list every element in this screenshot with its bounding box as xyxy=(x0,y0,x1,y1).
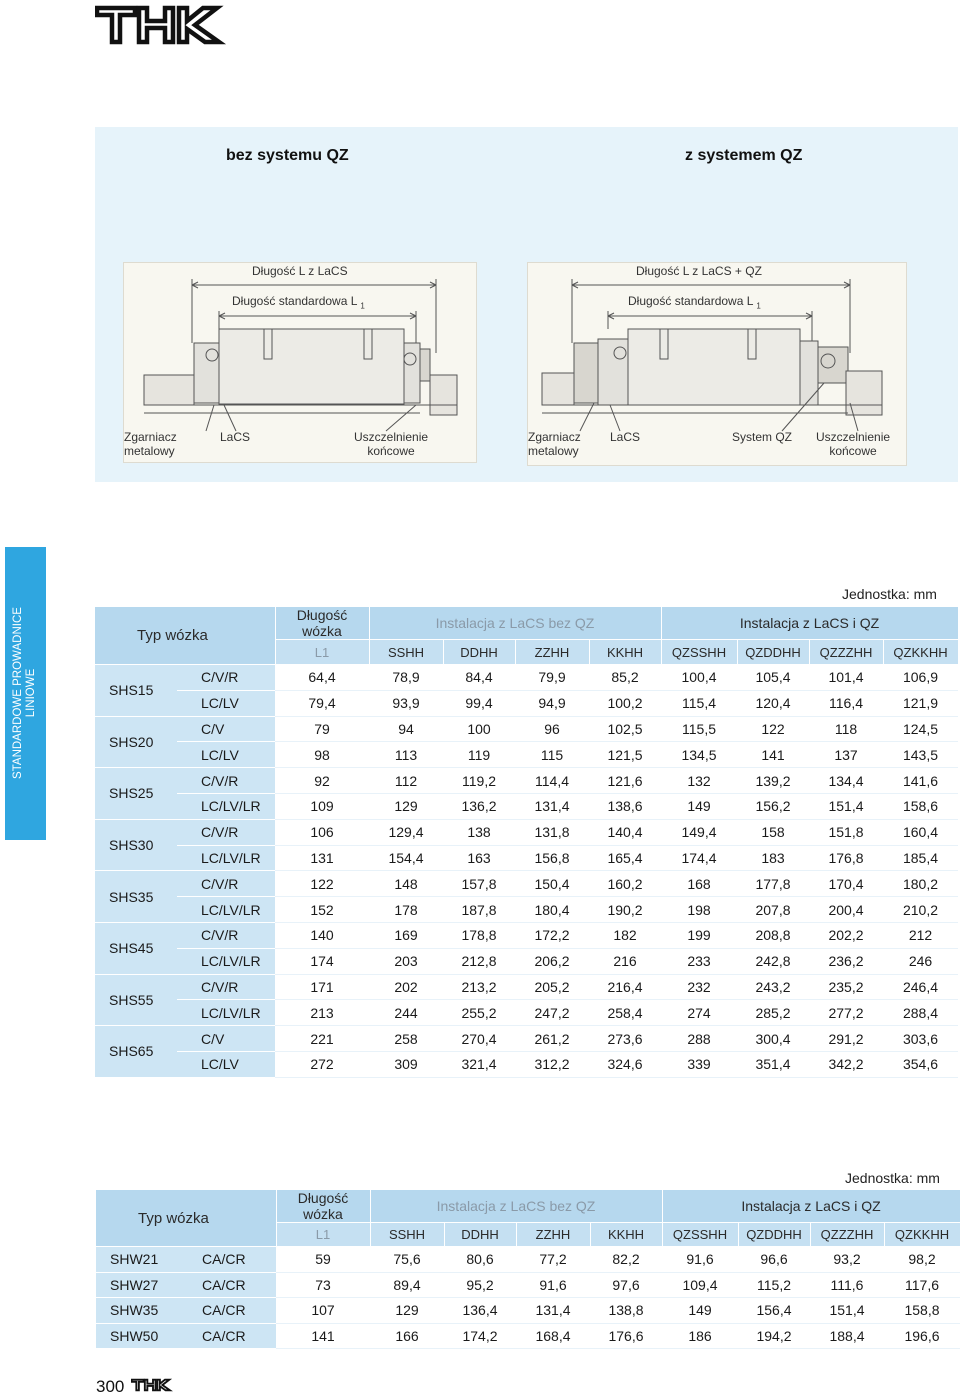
table-row xyxy=(95,974,958,1000)
value-cell: 97,6 xyxy=(590,1272,662,1298)
table-row xyxy=(96,1272,960,1298)
label-end-seal-line2: końcowe xyxy=(367,444,415,458)
value-cell: 138,6 xyxy=(589,793,661,819)
label-qz-system: System QZ xyxy=(732,430,793,444)
value-cell: 85,2 xyxy=(589,665,661,691)
header-block-type: Typ wózka xyxy=(95,607,275,665)
value-cell: 93,9 xyxy=(369,690,443,716)
table-row xyxy=(95,690,958,716)
value-cell: 106,9 xyxy=(883,665,958,691)
value-cell: 300,4 xyxy=(737,1026,809,1052)
value-cell: 354,6 xyxy=(883,1051,958,1077)
value-cell: 141,6 xyxy=(883,768,958,794)
table-row xyxy=(95,871,958,897)
value-cell: 174,2 xyxy=(444,1323,516,1349)
table-row xyxy=(96,1323,960,1349)
series-cell: SHW27 xyxy=(96,1272,178,1298)
table-header-row xyxy=(95,607,958,640)
series-cell: SHS15 xyxy=(95,665,177,717)
value-cell: 273,6 xyxy=(589,1026,661,1052)
variant-cell: C/V/R xyxy=(177,871,275,897)
value-cell: 124,5 xyxy=(883,716,958,742)
value-cell: 107 xyxy=(276,1298,370,1324)
series-cell: SHS20 xyxy=(95,716,177,768)
value-cell: 172,2 xyxy=(515,922,589,948)
dim-length-with-lacs-qz: Długość L z LaCS + QZ xyxy=(636,264,762,278)
value-cell: 205,2 xyxy=(515,974,589,1000)
value-cell: 221 xyxy=(275,1026,369,1052)
variant-cell: C/V/R xyxy=(177,922,275,948)
value-cell: 291,2 xyxy=(809,1026,883,1052)
header-sshh: SSHH xyxy=(369,640,443,665)
value-cell: 339 xyxy=(661,1051,737,1077)
value-cell: 258 xyxy=(369,1026,443,1052)
value-cell: 151,8 xyxy=(809,819,883,845)
variant-cell: C/V/R xyxy=(177,974,275,1000)
value-cell: 174,4 xyxy=(661,845,737,871)
header-qzzzhh: QZZZHH xyxy=(809,640,883,665)
value-cell: 99,4 xyxy=(443,690,515,716)
value-cell: 156,4 xyxy=(738,1298,810,1324)
value-cell: 82,2 xyxy=(590,1247,662,1273)
header-qzkkhh: QZKKHH xyxy=(884,1223,960,1247)
unit-note-shs: Jednostka: mm xyxy=(842,586,937,602)
value-cell: 118 xyxy=(809,716,883,742)
value-cell: 274 xyxy=(661,1000,737,1026)
header-qzddhh: QZDDHH xyxy=(738,1223,810,1247)
diagram-without-qz xyxy=(123,262,477,463)
value-cell: 140,4 xyxy=(589,819,661,845)
value-cell: 140 xyxy=(275,922,369,948)
value-cell: 121,6 xyxy=(589,768,661,794)
value-cell: 178 xyxy=(369,897,443,923)
value-cell: 196,6 xyxy=(884,1323,960,1349)
value-cell: 119 xyxy=(443,742,515,768)
variant-cell: C/V/R xyxy=(177,768,275,794)
header-kkhh: KKHH xyxy=(589,640,661,665)
table-row xyxy=(95,742,958,768)
series-cell: SHW21 xyxy=(96,1247,178,1273)
table-row xyxy=(95,845,958,871)
value-cell: 149 xyxy=(662,1298,738,1324)
value-cell: 105,4 xyxy=(737,665,809,691)
header-kkhh: KKHH xyxy=(590,1223,662,1247)
table-row xyxy=(95,819,958,845)
value-cell: 121,9 xyxy=(883,690,958,716)
value-cell: 309 xyxy=(369,1051,443,1077)
value-cell: 134,5 xyxy=(661,742,737,768)
page-number: 300 xyxy=(96,1377,125,1395)
series-cell: SHS45 xyxy=(95,922,177,974)
label-metal-scraper-line1: Zgarniacz xyxy=(124,430,177,444)
value-cell: 216 xyxy=(589,948,661,974)
header-sshh: SSHH xyxy=(370,1223,444,1247)
value-cell: 303,6 xyxy=(883,1026,958,1052)
dim-standard-length-text: Długość standardowa L xyxy=(232,294,357,308)
variant-cell: LC/LV xyxy=(177,1051,275,1077)
table-row xyxy=(95,897,958,923)
value-cell: 119,2 xyxy=(443,768,515,794)
value-cell: 243,2 xyxy=(737,974,809,1000)
series-cell: SHS55 xyxy=(95,974,177,1026)
header-qzddhh: QZDDHH xyxy=(737,640,809,665)
value-cell: 212 xyxy=(883,922,958,948)
value-cell: 168,4 xyxy=(516,1323,590,1349)
variant-cell: LC/LV xyxy=(177,690,275,716)
value-cell: 158,6 xyxy=(883,793,958,819)
value-cell: 98 xyxy=(275,742,369,768)
label-lacs: LaCS xyxy=(220,430,251,444)
diagram-with-qz xyxy=(527,262,907,466)
value-cell: 139,2 xyxy=(737,768,809,794)
value-cell: 138,8 xyxy=(590,1298,662,1324)
value-cell: 131,4 xyxy=(515,793,589,819)
value-cell: 93,2 xyxy=(810,1247,884,1273)
header-l1: L1 xyxy=(276,1223,370,1247)
table-row xyxy=(95,716,958,742)
value-cell: 84,4 xyxy=(443,665,515,691)
value-cell: 176,6 xyxy=(590,1323,662,1349)
value-cell: 174 xyxy=(275,948,369,974)
label-lacs: LaCS xyxy=(610,430,641,444)
value-cell: 148 xyxy=(369,871,443,897)
value-cell: 288,4 xyxy=(883,1000,958,1026)
value-cell: 200,4 xyxy=(809,897,883,923)
table-row xyxy=(95,665,958,691)
value-cell: 188,4 xyxy=(810,1323,884,1349)
value-cell: 154,4 xyxy=(369,845,443,871)
value-cell: 112 xyxy=(369,768,443,794)
series-cell: SHS65 xyxy=(95,1026,177,1078)
value-cell: 156,8 xyxy=(515,845,589,871)
variant-cell: CA/CR xyxy=(178,1272,276,1298)
value-cell: 186 xyxy=(662,1323,738,1349)
value-cell: 158 xyxy=(737,819,809,845)
value-cell: 59 xyxy=(276,1247,370,1273)
value-cell: 277,2 xyxy=(809,1000,883,1026)
value-cell: 73 xyxy=(276,1272,370,1298)
table-row xyxy=(96,1298,960,1324)
header-qzsshh: QZSSHH xyxy=(661,640,737,665)
value-cell: 131 xyxy=(275,845,369,871)
value-cell: 261,2 xyxy=(515,1026,589,1052)
variant-cell: LC/LV/LR xyxy=(177,897,275,923)
value-cell: 232 xyxy=(661,974,737,1000)
value-cell: 207,8 xyxy=(737,897,809,923)
series-cell: SHS35 xyxy=(95,871,177,923)
value-cell: 100,2 xyxy=(589,690,661,716)
value-cell: 258,4 xyxy=(589,1000,661,1026)
thk-logo-footer xyxy=(131,1378,175,1392)
value-cell: 169 xyxy=(369,922,443,948)
label-metal-scraper-line2: metalowy xyxy=(124,444,175,458)
value-cell: 129,4 xyxy=(369,819,443,845)
dim-standard-length-subscript: 1 xyxy=(360,301,365,311)
header-qzzzhh: QZZZHH xyxy=(810,1223,884,1247)
label-end-seal-line1: Uszczelnienie xyxy=(816,430,891,444)
value-cell: 129 xyxy=(370,1298,444,1324)
value-cell: 149 xyxy=(661,793,737,819)
dim-standard-length xyxy=(628,294,761,313)
table-row xyxy=(96,1247,960,1273)
value-cell: 160,2 xyxy=(589,871,661,897)
header-qzsshh: QZSSHH xyxy=(662,1223,738,1247)
label-end-seal xyxy=(816,430,890,458)
label-end-seal-line1: Uszczelnienie xyxy=(354,430,429,444)
variant-cell: LC/LV/LR xyxy=(177,793,275,819)
value-cell: 272 xyxy=(275,1051,369,1077)
value-cell: 98,2 xyxy=(884,1247,960,1273)
value-cell: 149,4 xyxy=(661,819,737,845)
value-cell: 183 xyxy=(737,845,809,871)
value-cell: 101,4 xyxy=(809,665,883,691)
value-cell: 94,9 xyxy=(515,690,589,716)
value-cell: 141 xyxy=(737,742,809,768)
label-end-seal-line2: końcowe xyxy=(829,444,877,458)
value-cell: 79 xyxy=(275,716,369,742)
value-cell: 351,4 xyxy=(737,1051,809,1077)
value-cell: 177,8 xyxy=(737,871,809,897)
value-cell: 216,4 xyxy=(589,974,661,1000)
value-cell: 92 xyxy=(275,768,369,794)
variant-cell: C/V/R xyxy=(177,819,275,845)
dim-standard-length-subscript: 1 xyxy=(756,301,761,311)
value-cell: 255,2 xyxy=(443,1000,515,1026)
heading-with-qz: z systemem QZ xyxy=(685,147,803,164)
value-cell: 199 xyxy=(661,922,737,948)
value-cell: 150,4 xyxy=(515,871,589,897)
value-cell: 244 xyxy=(369,1000,443,1026)
side-tab-line2: LINIOWE xyxy=(25,668,37,718)
qz-comparison-panel xyxy=(95,127,958,482)
value-cell: 203 xyxy=(369,948,443,974)
value-cell: 109 xyxy=(275,793,369,819)
thk-logo xyxy=(95,4,235,46)
value-cell: 210,2 xyxy=(883,897,958,923)
table-row xyxy=(95,1026,958,1052)
value-cell: 270,4 xyxy=(443,1026,515,1052)
header-zzhh: ZZHH xyxy=(515,640,589,665)
header-block-type: Typ wózka xyxy=(96,1190,276,1247)
header-ddhh: DDHH xyxy=(444,1223,516,1247)
value-cell: 166 xyxy=(370,1323,444,1349)
dim-standard-length-text: Długość standardowa L xyxy=(628,294,753,308)
value-cell: 247,2 xyxy=(515,1000,589,1026)
table-row xyxy=(95,922,958,948)
value-cell: 165,4 xyxy=(589,845,661,871)
value-cell: 157,8 xyxy=(443,871,515,897)
variant-cell: CA/CR xyxy=(178,1298,276,1324)
value-cell: 321,4 xyxy=(443,1051,515,1077)
value-cell: 141 xyxy=(276,1323,370,1349)
value-cell: 182 xyxy=(589,922,661,948)
value-cell: 75,6 xyxy=(370,1247,444,1273)
value-cell: 122 xyxy=(275,871,369,897)
value-cell: 91,6 xyxy=(516,1272,590,1298)
header-l1: L1 xyxy=(275,640,369,665)
value-cell: 151,4 xyxy=(809,793,883,819)
unit-note-shw: Jednostka: mm xyxy=(845,1170,940,1186)
value-cell: 77,2 xyxy=(516,1247,590,1273)
value-cell: 194,2 xyxy=(738,1323,810,1349)
value-cell: 342,2 xyxy=(809,1051,883,1077)
value-cell: 122 xyxy=(737,716,809,742)
side-tab-label xyxy=(12,548,38,838)
value-cell: 136,2 xyxy=(443,793,515,819)
value-cell: 132 xyxy=(661,768,737,794)
value-cell: 136,4 xyxy=(444,1298,516,1324)
value-cell: 206,2 xyxy=(515,948,589,974)
value-cell: 312,2 xyxy=(515,1051,589,1077)
table-row xyxy=(95,793,958,819)
value-cell: 80,6 xyxy=(444,1247,516,1273)
label-end-seal xyxy=(354,430,428,458)
value-cell: 89,4 xyxy=(370,1272,444,1298)
value-cell: 180,4 xyxy=(515,897,589,923)
value-cell: 208,8 xyxy=(737,922,809,948)
value-cell: 134,4 xyxy=(809,768,883,794)
value-cell: 151,4 xyxy=(810,1298,884,1324)
value-cell: 180,2 xyxy=(883,871,958,897)
series-cell: SHS25 xyxy=(95,768,177,820)
header-qzkkhh: QZKKHH xyxy=(883,640,958,665)
value-cell: 170,4 xyxy=(809,871,883,897)
series-cell: SHS30 xyxy=(95,819,177,871)
value-cell: 94 xyxy=(369,716,443,742)
value-cell: 106 xyxy=(275,819,369,845)
variant-cell: LC/LV xyxy=(177,742,275,768)
variant-cell: LC/LV/LR xyxy=(177,845,275,871)
value-cell: 109,4 xyxy=(662,1272,738,1298)
value-cell: 114,4 xyxy=(515,768,589,794)
value-cell: 168 xyxy=(661,871,737,897)
value-cell: 158,8 xyxy=(884,1298,960,1324)
table-row xyxy=(95,1000,958,1026)
dim-length-with-lacs: Długość L z LaCS xyxy=(252,264,348,278)
value-cell: 288 xyxy=(661,1026,737,1052)
value-cell: 115,5 xyxy=(661,716,737,742)
value-cell: 156,2 xyxy=(737,793,809,819)
value-cell: 235,2 xyxy=(809,974,883,1000)
value-cell: 115,4 xyxy=(661,690,737,716)
value-cell: 131,8 xyxy=(515,819,589,845)
value-cell: 138 xyxy=(443,819,515,845)
shs-length-table xyxy=(95,607,959,1078)
value-cell: 143,5 xyxy=(883,742,958,768)
value-cell: 100 xyxy=(443,716,515,742)
value-cell: 233 xyxy=(661,948,737,974)
value-cell: 202 xyxy=(369,974,443,1000)
value-cell: 137 xyxy=(809,742,883,768)
value-cell: 178,8 xyxy=(443,922,515,948)
table-row xyxy=(95,768,958,794)
value-cell: 285,2 xyxy=(737,1000,809,1026)
value-cell: 102,5 xyxy=(589,716,661,742)
value-cell: 236,2 xyxy=(809,948,883,974)
value-cell: 190,2 xyxy=(589,897,661,923)
value-cell: 246,4 xyxy=(883,974,958,1000)
variant-cell: C/V xyxy=(177,716,275,742)
value-cell: 213,2 xyxy=(443,974,515,1000)
value-cell: 129 xyxy=(369,793,443,819)
value-cell: 91,6 xyxy=(662,1247,738,1273)
value-cell: 324,6 xyxy=(589,1051,661,1077)
value-cell: 160,4 xyxy=(883,819,958,845)
value-cell: 212,8 xyxy=(443,948,515,974)
series-cell: SHW50 xyxy=(96,1323,178,1349)
value-cell: 185,4 xyxy=(883,845,958,871)
value-cell: 79,9 xyxy=(515,665,589,691)
value-cell: 116,4 xyxy=(809,690,883,716)
side-tab-line1: STANDARDOWE PROWADNICE xyxy=(12,607,24,779)
value-cell: 213 xyxy=(275,1000,369,1026)
value-cell: 176,8 xyxy=(809,845,883,871)
table-row xyxy=(95,1051,958,1077)
variant-cell: CA/CR xyxy=(178,1323,276,1349)
variant-cell: C/V/R xyxy=(177,665,275,691)
dim-standard-length xyxy=(232,294,365,313)
value-cell: 64,4 xyxy=(275,665,369,691)
variant-cell: C/V xyxy=(177,1026,275,1052)
header-block-length: Długość wózka xyxy=(276,1190,370,1223)
value-cell: 79,4 xyxy=(275,690,369,716)
value-cell: 100,4 xyxy=(661,665,737,691)
value-cell: 111,6 xyxy=(810,1272,884,1298)
table-header-row xyxy=(96,1190,960,1223)
heading-without-qz: bez systemu QZ xyxy=(226,147,349,164)
header-zzhh: ZZHH xyxy=(516,1223,590,1247)
label-metal-scraper-line2: metalowy xyxy=(528,444,579,458)
header-group-with-qz: Instalacja z LaCS i QZ xyxy=(661,607,958,640)
value-cell: 115,2 xyxy=(738,1272,810,1298)
series-cell: SHW35 xyxy=(96,1298,178,1324)
variant-cell: LC/LV/LR xyxy=(177,1000,275,1026)
label-metal-scraper xyxy=(124,430,177,458)
header-block-length: Długość wózka xyxy=(275,607,369,640)
label-metal-scraper xyxy=(528,430,581,458)
header-ddhh: DDHH xyxy=(443,640,515,665)
value-cell: 131,4 xyxy=(516,1298,590,1324)
value-cell: 117,6 xyxy=(884,1272,960,1298)
table-row xyxy=(95,948,958,974)
shw-length-table xyxy=(96,1190,960,1349)
value-cell: 242,8 xyxy=(737,948,809,974)
value-cell: 163 xyxy=(443,845,515,871)
label-metal-scraper-line1: Zgarniacz xyxy=(528,430,581,444)
header-group-without-qz: Instalacja z LaCS bez QZ xyxy=(369,607,661,640)
variant-cell: CA/CR xyxy=(178,1247,276,1273)
value-cell: 78,9 xyxy=(369,665,443,691)
value-cell: 95,2 xyxy=(444,1272,516,1298)
header-group-without-qz: Instalacja z LaCS bez QZ xyxy=(370,1190,662,1223)
value-cell: 115 xyxy=(515,742,589,768)
value-cell: 96 xyxy=(515,716,589,742)
value-cell: 171 xyxy=(275,974,369,1000)
value-cell: 96,6 xyxy=(738,1247,810,1273)
value-cell: 113 xyxy=(369,742,443,768)
value-cell: 152 xyxy=(275,897,369,923)
value-cell: 202,2 xyxy=(809,922,883,948)
variant-cell: LC/LV/LR xyxy=(177,948,275,974)
value-cell: 198 xyxy=(661,897,737,923)
value-cell: 246 xyxy=(883,948,958,974)
value-cell: 121,5 xyxy=(589,742,661,768)
value-cell: 187,8 xyxy=(443,897,515,923)
header-group-with-qz: Instalacja z LaCS i QZ xyxy=(662,1190,960,1223)
value-cell: 120,4 xyxy=(737,690,809,716)
section-side-tab xyxy=(5,547,46,840)
